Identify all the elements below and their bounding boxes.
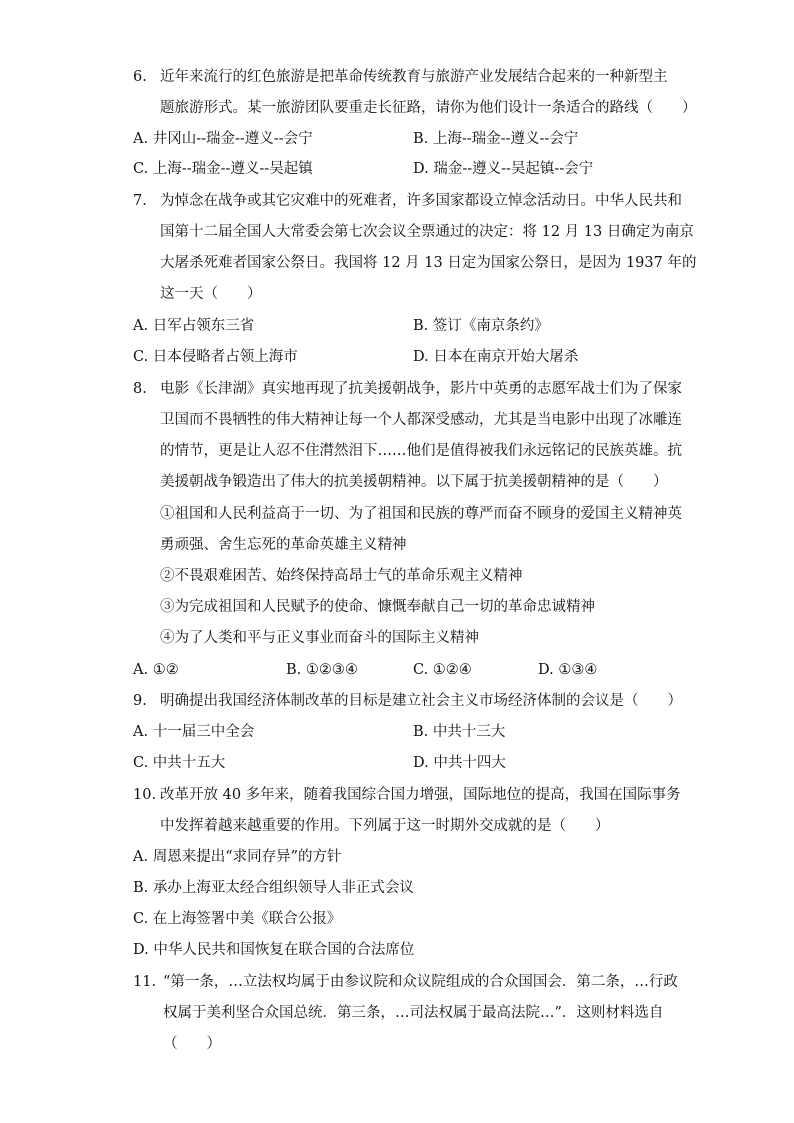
question-8-stem-line-1: 电影《长津湖》真实地再现了抗美援朝战争，影片中英勇的志愿军战士们为了保家 bbox=[160, 381, 682, 397]
question-7-option-a: A. 日军占领东三省 bbox=[133, 318, 255, 334]
question-11-stem-line-2: 权属于美利坚合众国总统．第三条，…司法权属于最高法院…”．这则材料选自 bbox=[163, 1005, 664, 1021]
question-11-stem-line-3: （ ） bbox=[163, 1036, 221, 1052]
question-8-option-c: C. ①②④ bbox=[413, 662, 472, 678]
question-10-option-c: C. 在上海签署中美《联合公报》 bbox=[133, 911, 342, 927]
question-7-option-c: C. 日本侵略者占领上海市 bbox=[133, 349, 298, 365]
question-6-stem-line-1: 近年来流行的红色旅游是把革命传统教育与旅游产业发展结合起来的一种新型主 bbox=[160, 69, 668, 85]
question-9-option-a: A. 十一届三中全会 bbox=[133, 724, 255, 740]
question-8-option-a: A. ①② bbox=[133, 662, 179, 678]
question-6-option-b: B. 上海--瑞金--遵义--会宁 bbox=[413, 131, 579, 147]
question-11-number: 11. bbox=[133, 974, 157, 990]
question-10-option-a: A. 周恩来提出“求同存异”的方针 bbox=[133, 849, 342, 865]
question-8-stem-line-2: 卫国而不畏牺牲的伟大精神让每一个人都深受感动，尤其是当电影中出现了冰雕连 bbox=[160, 412, 682, 428]
question-10-option-d: D. 中华人民共和国恢复在联合国的合法席位 bbox=[133, 942, 415, 958]
question-8-statement-1-line-2: 勇顽强、舍生忘死的革命英雄主义精神 bbox=[160, 537, 407, 553]
question-8-number: 8. bbox=[133, 381, 147, 397]
question-7-stem-line-1: 为悼念在战争或其它灾难中的死难者，许多国家都设立悼念活动日。中华人民共和 bbox=[160, 193, 682, 209]
question-7-stem-line-2: 国第十二届全国人大常委会第七次会议全票通过的决定：将 12 月 13 日确定为南京 bbox=[160, 224, 694, 240]
question-10-stem-line-1: 改革开放 40 多年来，随着我国综合国力增强，国际地位的提高，我国在国际事务 bbox=[160, 787, 681, 803]
question-6-number: 6. bbox=[133, 69, 147, 85]
question-7-stem-line-4: 这一天（ ） bbox=[160, 286, 262, 302]
question-6-option-a: A. 井冈山--瑞金--遵义--会宁 bbox=[133, 131, 313, 147]
question-8-statement-3: ③为完成祖国和人民赋予的使命、慷慨奉献自己一切的革命忠诚精神 bbox=[160, 599, 595, 615]
question-6-option-c: C. 上海--瑞金--遵义--吴起镇 bbox=[133, 161, 313, 177]
question-10-number: 10. bbox=[133, 787, 157, 803]
question-9-option-d: D. 中共十四大 bbox=[413, 755, 506, 771]
question-6-option-d: D. 瑞金--遵义--吴起镇--会宁 bbox=[413, 161, 594, 177]
question-8-statement-4: ④为了人类和平与正义事业而奋斗的国际主义精神 bbox=[160, 630, 479, 646]
question-7-number: 7. bbox=[133, 193, 147, 209]
question-9-stem-line-1: 明确提出我国经济体制改革的目标是建立社会主义市场经济体制的会议是（ ） bbox=[160, 693, 682, 709]
question-7-option-b: B. 签订《南京条约》 bbox=[413, 318, 549, 334]
question-6-stem-line-2: 题旅游形式。某一旅游团队要重走长征路，请你为他们设计一条适合的路线（ ） bbox=[160, 100, 697, 116]
question-8-option-b: B. ①②③④ bbox=[286, 662, 358, 678]
question-8-statement-2: ②不畏艰难困苦、始终保持高昂士气的革命乐观主义精神 bbox=[160, 568, 523, 584]
question-8-stem-line-4: 美援朝战争锻造出了伟大的抗美援朝精神。以下属于抗美援朝精神的是（ ） bbox=[160, 474, 668, 490]
question-10-option-b: B. 承办上海亚太经合组织领导人非正式会议 bbox=[133, 880, 414, 896]
question-11-stem-line-1: “第一条，…立法权均属于由参议院和众议院组成的合众国国会．第二条，…行政 bbox=[163, 974, 678, 990]
question-9-number: 9. bbox=[133, 693, 147, 709]
question-7-stem-line-3: 大屠杀死难者国家公祭日。我国将 12 月 13 日定为国家公祭日，是因为 1937 年的 bbox=[160, 255, 697, 271]
question-7-option-d: D. 日本在南京开始大屠杀 bbox=[413, 349, 579, 365]
question-8-stem-line-3: 的情节，更是让人忍不住潸然泪下……他们是值得被我们永远铭记的民族英雄。抗 bbox=[160, 443, 682, 459]
question-8-option-d: D. ①③④ bbox=[538, 662, 598, 678]
question-10-stem-line-2: 中发挥着越来越重要的作用。下列属于这一时期外交成就的是（ ） bbox=[160, 818, 610, 834]
question-9-option-b: B. 中共十三大 bbox=[413, 724, 506, 740]
question-8-statement-1-line-1: ①祖国和人民利益高于一切、为了祖国和民族的尊严而奋不顾身的爱国主义精神英 bbox=[160, 506, 682, 522]
question-9-option-c: C. 中共十五大 bbox=[133, 755, 226, 771]
